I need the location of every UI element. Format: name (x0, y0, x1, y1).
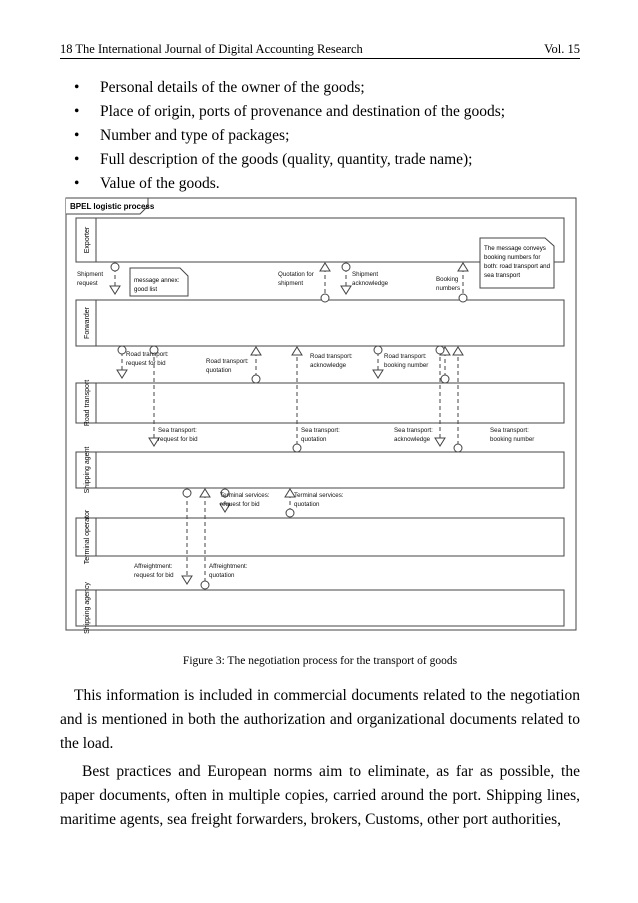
send-circle (111, 263, 119, 271)
bullet-item: • Number and type of packages; (60, 124, 580, 148)
label-road-quotation: Road transport: quotation (206, 358, 249, 374)
bullet-item: • Place of origin, ports of provenance and destination of the goods; (60, 100, 580, 124)
label-sea-ack: Sea transport: acknowledge (394, 427, 433, 443)
label-aff-quotation: Affreightment: quotation (209, 563, 248, 579)
receive-triangle (117, 370, 127, 378)
receive-triangle (292, 347, 302, 355)
label-shipment-request: Shipment request (77, 271, 104, 287)
lane-label: Terminal operator (84, 509, 91, 565)
label-sea-booking: Sea transport: booking number (490, 427, 535, 443)
label-aff-request: Affreightment: request for bid (134, 563, 174, 579)
label-road-ack: Road transport: acknowledge (310, 353, 353, 369)
receive-triangle (435, 438, 445, 446)
label-road-booking: Road transport: booking number (384, 353, 429, 369)
bullet-item: • Value of the goods. (60, 172, 580, 196)
lane-shipping-agency (76, 582, 564, 634)
volume-label: Vol. 15 (544, 42, 580, 56)
frame-title: BPEL logistic process (70, 202, 155, 211)
label-road-request: Road transport: request for bid (126, 351, 169, 367)
body-paragraph: This information is included in commercial documents related to the negotiation and is mentioned in both the authorization and organizational documents related to the load. (60, 687, 580, 752)
lane-forwarder (76, 300, 564, 346)
send-circle (374, 346, 382, 354)
bullet-icon: • (74, 151, 80, 168)
label-booking-numbers: Booking numbers (436, 276, 461, 292)
send-circle (286, 509, 294, 517)
send-circle (441, 375, 449, 383)
lane-label: Forwarder (84, 307, 91, 339)
lane-terminal-operator (76, 509, 564, 564)
header-rule (60, 58, 580, 59)
label-quotation-shipment: Quotation for shipment (278, 271, 314, 287)
lane-label: Shipping agent (84, 446, 91, 494)
svg-text:The message conveys book: The message conveys booking numbers for both: road transport and sea transport (484, 245, 551, 279)
body-paragraph: Best practices and European norms aim to eliminate, as far as possible, the paper documents, often in multiple copies, carried around the port. Shipping lines, maritime agents, sea freight forwarders, brokers, Customs, other port authorities, (60, 763, 580, 828)
label-sea-request: Sea transport: request for bid (158, 427, 198, 443)
send-circle (454, 444, 462, 452)
label-sea-quotation: Sea transport: quotation (301, 427, 340, 443)
bpel-figure (60, 190, 580, 640)
receive-triangle (453, 347, 463, 355)
bullet-item: • Full description of the goods (quality, quantity, trade name); (60, 148, 580, 172)
bullet-icon: • (74, 103, 80, 120)
label-terminal-quotation: Terminal services: quotation (294, 492, 344, 508)
lane-label: Shipping agency (84, 582, 91, 634)
send-circle (436, 346, 444, 354)
receive-triangle (110, 286, 120, 294)
receive-triangle (200, 489, 210, 497)
send-circle (293, 444, 301, 452)
receive-triangle (458, 263, 468, 271)
send-circle (201, 581, 209, 589)
bullet-icon: • (74, 79, 80, 96)
svg-text:message annex: good list: message annex: good list (134, 277, 180, 293)
lane-label: Road transport (84, 379, 91, 427)
receive-triangle (373, 370, 383, 378)
bullet-icon: • (74, 127, 80, 144)
receive-triangle (341, 286, 351, 294)
send-circle (459, 294, 467, 302)
note-top-right (480, 238, 554, 288)
figure-caption: Figure 3: The negotiation process for the transport of goods (182, 655, 458, 667)
running-head: 18 The International Journal of Digital Accounting Research (60, 42, 363, 56)
bullet-item: • Personal details of the owner of the goods; (60, 76, 580, 100)
lane-label: Exporter (84, 226, 91, 254)
bullet-icon: • (74, 175, 80, 192)
send-circle (118, 346, 126, 354)
receive-triangle (251, 347, 261, 355)
lane-shipping-agent (76, 447, 564, 494)
send-circle (342, 263, 350, 271)
label-shipment-ack: Shipment acknowledge (352, 271, 389, 287)
lane-road-transport (76, 380, 564, 426)
label-terminal-request: Terminal services: request for bid (220, 492, 270, 508)
bullet-list (60, 76, 580, 196)
send-circle (252, 375, 260, 383)
receive-triangle (182, 576, 192, 584)
note-goods-list (130, 268, 188, 296)
send-circle (183, 489, 191, 497)
receive-triangle (320, 263, 330, 271)
send-circle (321, 294, 329, 302)
